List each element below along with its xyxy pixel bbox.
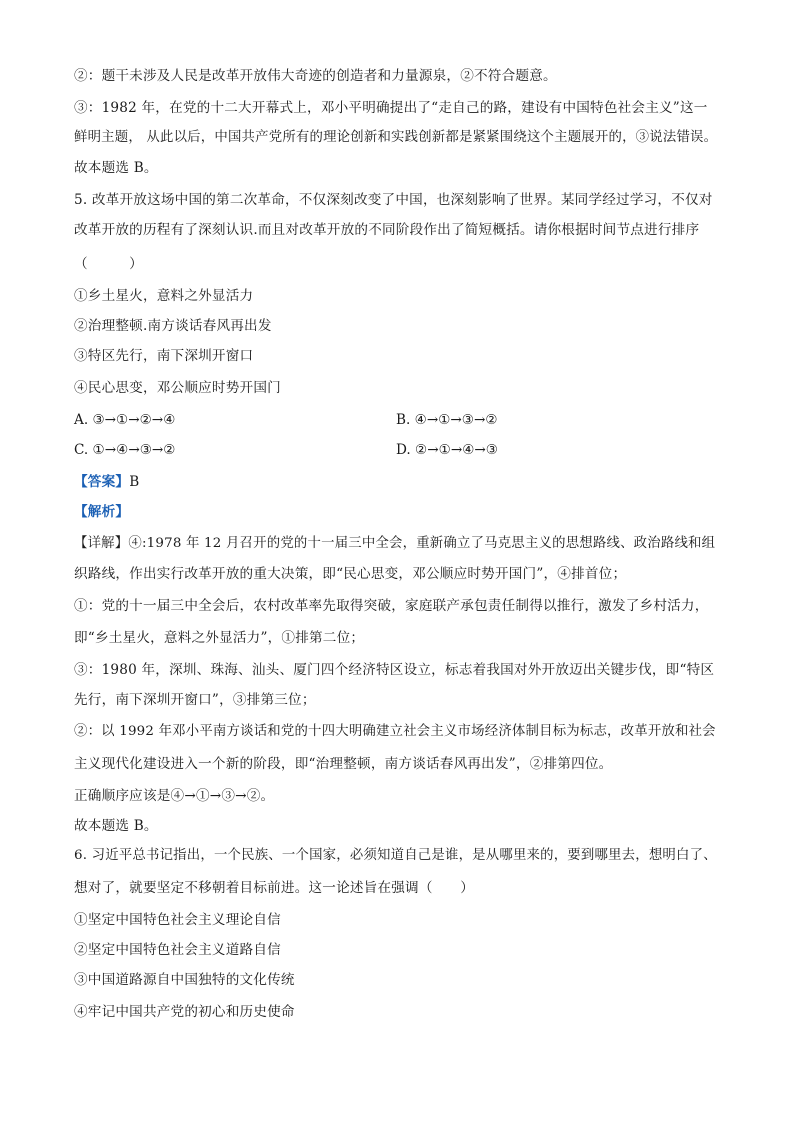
q5-answer-line [74,472,724,492]
q6-item-3: ③中国道路源自中国独特的文化传统 [74,972,295,988]
q5-detail-1-line2: 织路线，作出实行改革开放的重大决策，即“民心思变，邓公顺应时势开国门”，④排首位； [74,566,627,582]
q5-conclusion: 故本题选 B。 [74,818,158,834]
q5-detail-1-line1 [74,534,724,554]
q5-correct-order: 正确顺序应该是④→①→③→②。 [74,788,275,804]
q5-detail-3-line2: 先行，南下深圳开窗口”，③排第三位； [74,692,316,708]
q5-item-1: ①乡土星火，意料之外显活力 [74,288,254,304]
q5-option-d: D. ②→①→④→③ [396,442,498,458]
q4-analysis-item-2: ②：题干未涉及人民是改革开放伟大奇迹的创造者和力量源泉，②不符合题意。 [74,68,557,84]
q6-stem-line1: 6. 习近平总书记指出，一个民族、一个国家，必须知道自己是谁，是从哪里来的，要到哪里去，想明白了、 [74,848,717,863]
q5-detail-3-line1: ③：1980 年，深圳、珠海、汕头、厦门四个经济特区设立，标志着我国对外开放迈出关键步伐，即“特区 [74,662,715,678]
q5-option-a: A. ③→①→②→④ [74,412,176,428]
q6-stem-line2: 想对了，就要坚定不移朝着目标前进。这一论述旨在强调（ ） [74,880,475,896]
q5-detail-2-line2: 即“乡土星火，意料之外显活力”，①排第二位； [74,630,365,646]
q5-detail-4-line1: ②：以 1992 年邓小平南方谈话和党的十四大明确建立社会主义市场经济体制目标为标志，改革开放和社会 [74,724,716,739]
q4-conclusion: 故本题选 B。 [74,160,158,176]
q6-item-2: ②坚定中国特色社会主义道路自信 [74,942,281,958]
q5-answer-value: B [129,474,140,490]
q5-stem-line2: 改革开放的历程有了深刻认识.而且对改革开放的不同阶段作出了简短概括。请你根据时间节点进行排序 [74,222,700,238]
q5-item-3: ③特区先行，南下深圳开窗口 [74,348,254,364]
analysis-tag: 【解析】 [74,504,130,520]
q5-answer-blank: （ ） [74,256,143,272]
q6-item-4: ④牢记中国共产党的初心和历史使命 [74,1004,295,1020]
q5-detail-2-line1: ①：党的十一届三中全会后，农村改革率先取得突破，家庭联产承包责任制得以推行，激发了乡村活力， [74,598,709,614]
q4-analysis-item-3-line2: 鲜明主题， 从此以后，中国共产党所有的理论创新和实践创新都是紧紧围绕这个主题展开的，③说法错误。 [74,130,718,145]
detail-label: 【详解】 [74,536,129,551]
q5-detail-1-text: ④:1978 年 12 月召开的党的十一届三中全会，重新确立了马克思主义的思想路线、政治路线和组 [128,536,716,551]
q6-item-1: ①坚定中国特色社会主义理论自信 [74,912,281,928]
q5-option-b: B. ④→①→③→② [396,412,498,428]
q5-analysis-line [74,502,724,522]
q4-analysis-item-3-line1: ③：1982 年，在党的十二大开幕式上，邓小平明确提出了“走自己的路，建设有中国特色社会主义”这一 [74,100,708,116]
q5-item-2: ②治理整顿.南方谈话春风再出发 [74,318,272,334]
q5-item-4: ④民心思变，邓公顺应时势开国门 [74,380,281,396]
q5-detail-4-line2: 主义现代化建设进入一个新的阶段，即“治理整顿，南方谈话春风再出发”，②排第四位。 [74,756,613,772]
answer-tag: 【答案】 [74,474,130,490]
q5-option-c: C. ①→④→③→② [74,442,176,458]
q5-stem-line1: 5. 改革开放这场中国的第二次革命，不仅深刻改变了中国，也深刻影响了世界。某同学经过学习，不仅对 [74,192,713,208]
